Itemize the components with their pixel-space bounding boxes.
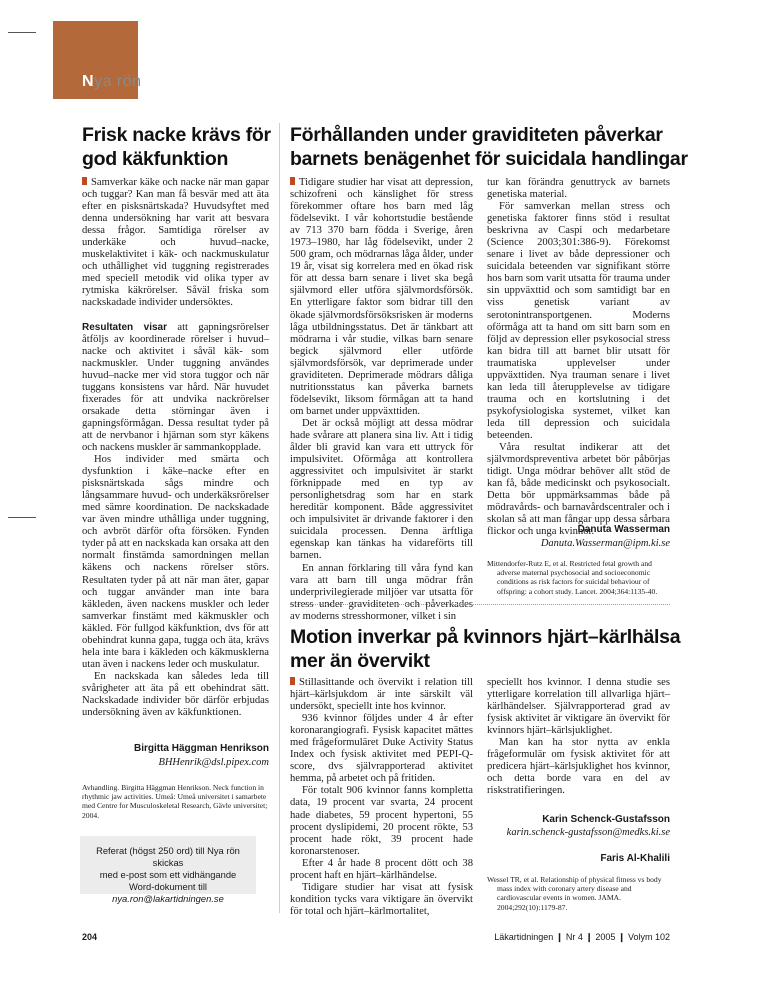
article2-author: Danuta Wasserman <box>577 524 670 535</box>
journal-footer: Läkartidningen ❙ Nr 4 ❙ 2005 ❙ Volym 102 <box>494 932 670 942</box>
article3-email-1[interactable]: karin.schenck-gustafsson@medks.ki.se <box>506 827 670 838</box>
section-rest: ya rön <box>94 73 142 90</box>
article3-col1: Stillasittande och övervikt i relation till hjärt–kärlsjukdom är inte särskilt väl undersökt, speciellt inte hos kvinnor. 936 kvinnor följdes under 4 år efter koronarangiografi. Fysisk kapacitet mättes med frågeformuläret Duke Activity Status Index och fysisk aktivitet med PEPI-Q-score, dvs självrapporterad aktivitet hemma, på arbetet och på fritiden. För totalt 906 kvinnor fanns kompletta data, 19 procent var svarta, 24 procent hade diabetes, 59 procent hypertoni, 55 procent dyslipidemi, 20 procent rökte, 53 procent hade rökt, 39 procent hade koronarstenoser. Efter 4 år hade 8 procent dött och 38 procent haft en hjärt–kärlhändelse. Tidigare studier har visat att fysisk kondition tycks vara viktigare än övervikt för total och hjärt–kärlmortalitet, <box>290 677 473 917</box>
article1-body: Samverkar käke och nacke när man gapar och tuggar? Kan man få besvär med att äta efter en pisksnärtskada? Huvudsyftet med denna undersökning har varit att besvara dessa frågor. Samtidiga rörelser av underkäke och huvud–nacke, muskelaktivitet i käk- och nackmuskulatur och uthållighet vid tuggning registrerades med speciell metodik vid olika typer av rytmiska käkrörelser. Såväl friska som nackskadade individer undersöktes. Resultaten visar att gapningsrörelser åtföljs av koordinerade rörelser i huvud–nacke och aktivitet i såväl käk- som nackmuskler. Under tuggning användes huvud–nacke mer vid stora tuggor och när tuggans konsistens var hård. När huvudet fixerades för att undvika nackrörelser orsakade detta störningar även i gapningsförmågan. Dessa resultat tyder på att de nervbanor i hjärnan som styr käkens och nackens muskler är sammankopplade. Hos individer med smärta och dysfunktion i käke–nacke efter en pisksnärtskada sågs mindre och långsammare huvud- och underkäksrörelser med sämre koordination. De nackskadade var även mindre uthålliga under tuggning, och avbröt därför ofta försöken. Fynden tyder på att en nackskada kan orsaka att den normalt finstämda samordningen mellan käkens och nackens rörelser störs. Resultaten tyder på att när man äter, gapar och tuggar använder man inte bara käkleden, även nackens muskler och leder samverkar finstämt med käkmuskler och käkled. För fullgod käkfunktion, dvs för att obehindrat kunna gapa, tugga och äta, krävs hela inte bara i käkleden och käkmusklerna utan även i nackens leder och muskulatur. En nackskada kan således leda till svårigheter att äta på ett obehindrat sätt. Nackskadade individer bör därför erbjudas undersökning även av käkfunktionen. <box>82 177 269 719</box>
article3-author-1: Karin Schenck-Gustafsson <box>542 814 670 825</box>
article2-col1: Tidigare studier har visat att depression, schizofreni och känslighet för stress förekommer oftare hos barn med låg födelsevikt. I vår kohortstudie bestående av 713 370 barn födda i Sverige, åren 1973–1980, har låg födelsevikt, under 2 500 gram, och mödrarnas låga ålder, under 19 år, visat sig korrelera med en ökad risk för att dessa barn senare i livet ska begå självmord eller utföra självmordsförsök. En ytterligare faktor som bidrar till den ökade självmordsförsöksrisken är moderns låga utbildningsstatus. Det är tänkbart att mödrarna i vår studie, vilkas barn senare begick självmord eller utförde självmordsförsök, var deprimerade under graviditeten. Deprimerade mödrars dåliga nutritionsstatus kan påverka barnets födelsevikt, liksom förmågan att ta hand om barnet under uppväxttiden. Det är också möjligt att dessa mödrar hade svårare att planera sina liv. Att i tidig ålder bli gravid kan vara ett uttryck för impulsivitet. Oförmåga att kontrollera aggressivitet och impulsivitet är starkt förknippade med en typ av personlighetsdrag som har en stark hereditär komponent. Både aggressivitet och impulsivitet är drivande faktorer i den suicidala processen. Denna ärftliga egenskap kan tänkas ha vidareförts till barnen. En annan förklaring till våra fynd kan vara att barn till unga mödrar från underprivilegierade miljöer var utsatta för stress under graviditeten och påverkades av moderns stresshormoner, vilket i sin <box>290 177 473 622</box>
article3-reference: Wessel TR, et al. Relationship of physical fitness vs body mass index with coronary artery disease and cardiovascular events in women. JAMA. 2004;292(10):1179-87. <box>487 875 662 912</box>
column-separator <box>279 123 280 913</box>
referat-email[interactable]: nya.ron@lakartidningen.se <box>112 893 224 904</box>
article2-col2: tur kan förändra genuttryck av barnets genetiska material. För samverkan mellan stress och genetiska faktorer finns stöd i resultat beskrivna av Caspi och medarbetare (Science 2003;301:386-9). Förekomst senare i livet av både depressioner och suicidala beteenden var signifikant större hos barn som varit utsatta för trauma under sin uppväxttid och som samtidigt bar en viss genetisk variant av serotonintransportgenen. Moderns oförmåga att ta hand om sitt barn som en följd av depression eller psykosocial stress kan bidra till att barnet blir utsatt för traumatiska upplevelser under uppväxttiden. Nya trauman senare i livet kan leda till återupplevelse av tidigare trauma och en kortslutning i det psykofysiologiska systemet, vilket kan leda till depression och suicidala beteenden. Våra resultat indikerar att det självmordspreventiva arbetet bör påbörjas tidigt. Unga mödrar behöver allt stöd de kan få, både medicinskt och psykosocialt. Detta bör uppmärksammas både på mödravårds- och barnavårdscentraler och i skolan så att man fångar upp dessa sårbara flickor och unga kvinnor. <box>487 177 670 538</box>
paragraph-marker <box>82 177 87 185</box>
paragraph-marker <box>290 177 295 185</box>
article3-title: Motion inverkar på kvinnors hjärt–kärlhälsa mer än övervikt <box>290 626 681 672</box>
article1-reference: Avhandling. Birgitta Häggman Henrikson. Neck function in rhythmic jaw activities. Umeå: Umeå universitet i samarbete med Centre for Musculoskeletal Research, Gävle universitet; 2004. <box>82 783 268 820</box>
paragraph-marker <box>290 677 295 685</box>
article1-title: Frisk nacke krävs för god käkfunktion <box>82 124 271 170</box>
article2-email[interactable]: Danuta.Wasserman@ipm.ki.se <box>540 538 670 549</box>
article-divider <box>290 604 670 605</box>
article2-reference: Mittendorfer-Rutz E, et al. Restricted fetal growth and adverse maternal psychosocial and socioeconomic conditions as risk factors for suicidal behaviour of offspring: a cohort study. Lancet. 2004;364:1135-40. <box>487 559 658 596</box>
article3-col2: speciellt hos kvinnor. I denna studie ses ytterligare korrelation till allvarliga hjärt–kärlhändelser. Självrapporterad grad av fysisk aktivitet är viktigare än övervikt för kvinnors hjärt–kärlsjuklighet. Man kan ha stor nytta av enkla frågeformulär om fysisk aktivitet för att predicera hjärt–kärlsjuklighet hos kvinnor, och detta borde vara en del av riskstratifieringen. <box>487 677 670 797</box>
crop-mark <box>8 32 36 33</box>
article1-email[interactable]: BHHenrik@dsl.pipex.com <box>158 757 269 768</box>
referat-box: Referat (högst 250 ord) till Nya rön skickas med e-post som ett vidhängande Word-dokument till nya.ron@lakartidningen.se <box>80 836 256 894</box>
section-label <box>82 73 142 91</box>
article2-title: Förhållanden under graviditeten påverkar barnets benägenhet för suicidala handlingar <box>290 124 688 170</box>
section-initial: N <box>82 73 95 90</box>
article1-author: Birgitta Häggman Henrikson <box>133 743 269 754</box>
page-number: 204 <box>82 932 98 942</box>
article3-author-2: Faris Al-Khalili <box>600 853 670 864</box>
crop-mark <box>8 517 36 518</box>
